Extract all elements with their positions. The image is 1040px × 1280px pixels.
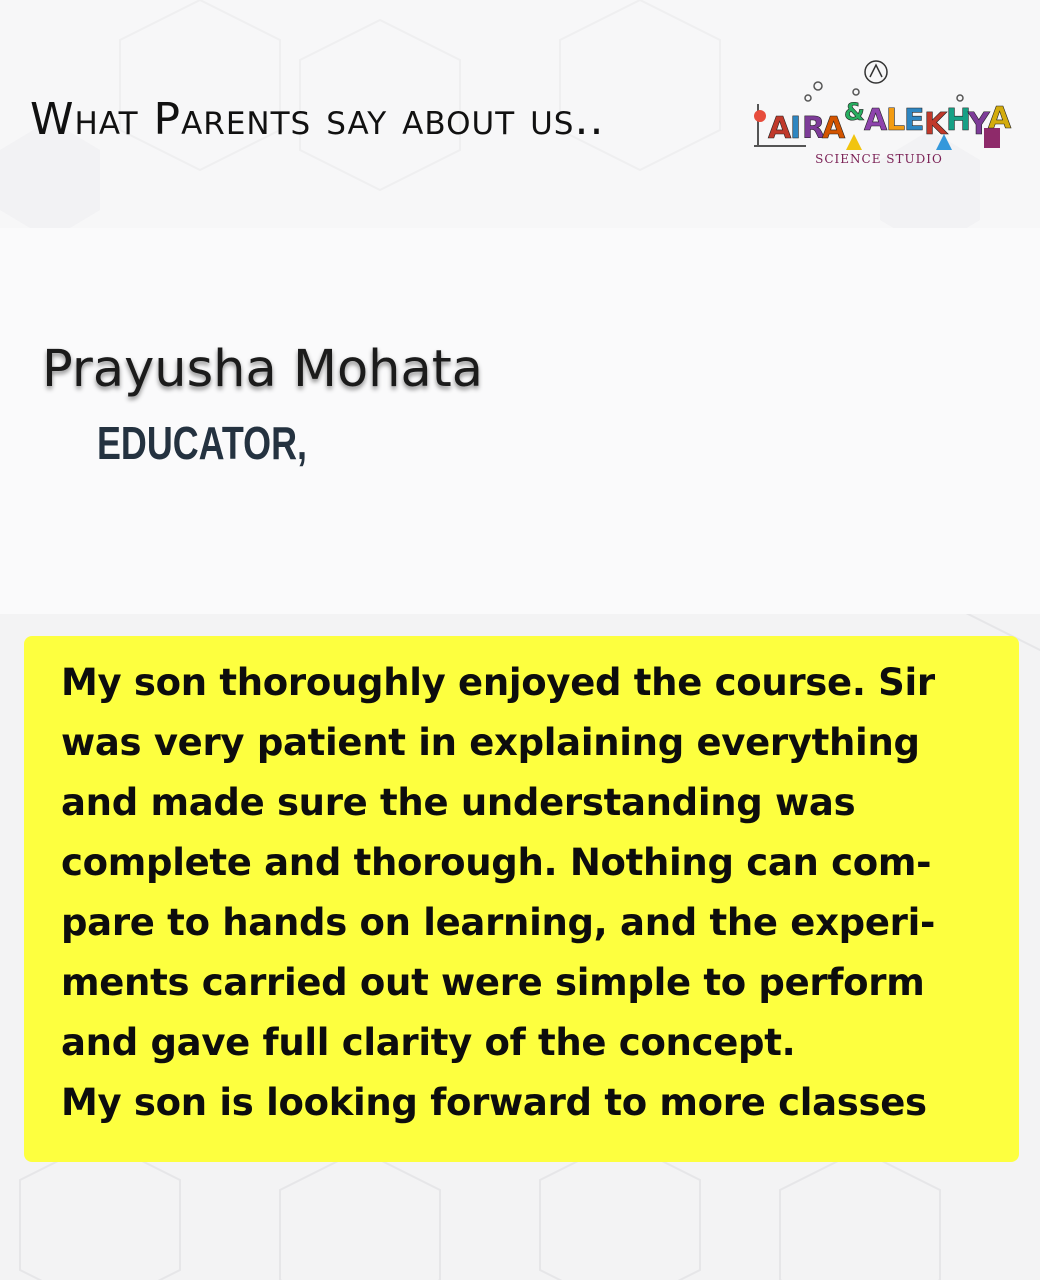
page-heading: What Parents say about us.. bbox=[30, 94, 605, 145]
logo-letter: H bbox=[946, 103, 972, 138]
brand-logo bbox=[746, 58, 1012, 174]
logo-letter: L bbox=[886, 103, 906, 138]
testimonial-line: and gave full clarity of the concept. bbox=[61, 1021, 796, 1064]
testimonial-line: complete and thorough. Nothing can com- bbox=[61, 841, 932, 884]
testimonial-line: and made sure the understanding was bbox=[61, 781, 856, 824]
person-name: Prayusha Mohata bbox=[42, 340, 483, 399]
logo-letter: E bbox=[904, 103, 925, 138]
logo-letter: A bbox=[768, 111, 792, 146]
logo-letter: A bbox=[822, 111, 846, 146]
person-role: EDUCATOR, bbox=[97, 417, 307, 469]
testimonial-line: ments carried out were simple to perform bbox=[61, 961, 925, 1004]
testimonial-line: My son thoroughly enjoyed the course. Sir bbox=[61, 661, 935, 704]
logo-letter: & bbox=[844, 98, 865, 126]
logo-letter: Y bbox=[968, 107, 990, 142]
testimonial-line: was very patient in explaining everything bbox=[61, 721, 920, 764]
testimonial-line: pare to hands on learning, and the experi- bbox=[61, 901, 936, 944]
testimonial-line: My son is looking forward to more classes bbox=[61, 1081, 927, 1124]
logo-letter: A bbox=[988, 101, 1012, 136]
logo-letter: A bbox=[864, 103, 888, 138]
logo-letter: I bbox=[790, 111, 802, 146]
logo-subtitle: SCIENCE STUDIO bbox=[815, 152, 943, 166]
logo-letter: R bbox=[802, 111, 826, 146]
logo-letter: K bbox=[924, 107, 948, 142]
